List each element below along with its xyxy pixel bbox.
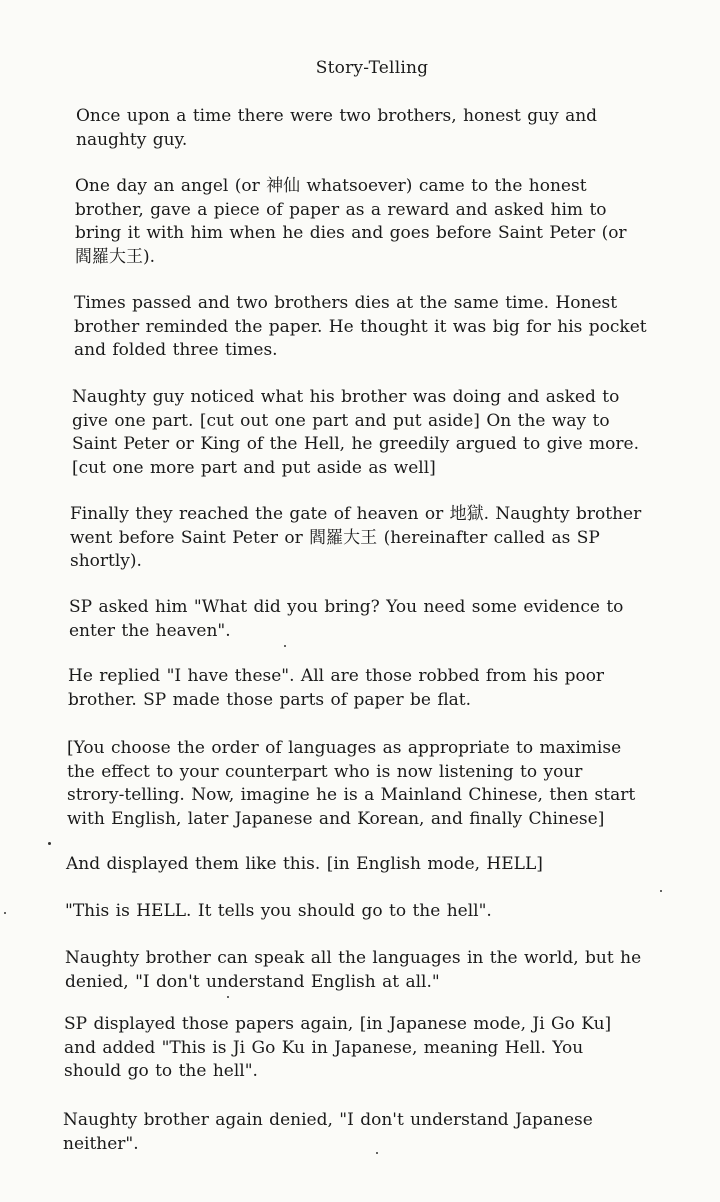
paragraph-line: with English, later Japanese and Korean, and finally Chinese]: [67, 808, 605, 829]
paragraph-line: brother reminded the paper. He thought it was big for his pocket: [74, 316, 647, 337]
paragraph-line: Naughty brother again denied, "I don't understand Japanese: [63, 1110, 593, 1130]
paragraph-5: [70, 503, 641, 574]
paragraph-line: Naughty guy noticed what his brother was doing and asked to: [72, 387, 620, 407]
paragraph-line: should go to the hell".: [64, 1061, 258, 1081]
scan-speck: [4, 912, 6, 914]
paragraph-line: Naughty brother can speak all the languages in the world, but he: [65, 948, 642, 968]
paragraph-1: [76, 105, 597, 152]
paragraph-line: neither".: [63, 1133, 139, 1154]
paragraph-line: brother. SP made those parts of paper be flat.: [68, 689, 472, 710]
paragraph-line: bring it with him when he dies and goes before Saint Peter (or: [75, 223, 627, 243]
paragraph-6: [69, 596, 623, 643]
paragraph-line: give one part. [cut out one part and put aside] On the way to: [72, 410, 610, 431]
paragraph-line: denied, "I don't understand English at all.": [65, 971, 440, 992]
paragraph-line: Finally they reached the gate of heaven or 地獄. Naughty brother: [70, 504, 642, 524]
scan-speck: [376, 1152, 378, 1154]
scan-speck: [48, 842, 51, 845]
paragraph-7: [68, 665, 604, 712]
scan-speck: [227, 996, 229, 998]
paragraph-12: [64, 1013, 611, 1084]
page-title: Story-Telling: [315, 58, 429, 78]
paragraph-line: And displayed them like this. [in English mode, HELL]: [66, 854, 543, 874]
paragraph-line: shortly).: [70, 551, 142, 571]
paragraph-10: [65, 900, 492, 924]
paragraph-line: Saint Peter or King of the Hell, he greedily argued to give more.: [72, 434, 639, 454]
paragraph-line: naughty guy.: [76, 129, 188, 150]
paragraph-line: [You choose the order of languages as appropriate to maximise: [67, 738, 622, 758]
paragraph-line: "This is HELL. It tells you should go to the hell".: [65, 901, 492, 921]
paragraph-line: and added "This is Ji Go Ku in Japanese, meaning Hell. You: [64, 1037, 584, 1058]
paragraph-line: the effect to your counterpart who is now listening to your: [67, 761, 583, 782]
paragraph-line: SP asked him "What did you bring? You need some evidence to: [69, 597, 624, 617]
paragraph-11: [65, 947, 641, 994]
paragraph-4: [72, 386, 639, 480]
paragraph-line: went before Saint Peter or 閻羅大王 (hereinafter called as SP: [70, 527, 600, 548]
paragraph-line: [cut one more part and put aside as well]: [72, 457, 436, 478]
paragraph-line: enter the heaven".: [69, 620, 231, 641]
paragraph-line: He replied "I have these". All are those robbed from his poor: [68, 666, 605, 686]
scan-speck: [660, 890, 662, 892]
paragraph-line: 閻羅大王).: [75, 246, 156, 267]
paragraph-line: Once upon a time there were two brothers, honest guy and: [76, 106, 598, 126]
paragraph-line: SP displayed those papers again, [in Japanese mode, Ji Go Ku]: [64, 1014, 612, 1034]
paragraph-3: [74, 292, 647, 363]
paragraph-line: One day an angel (or 神仙 whatsoever) came to the honest: [75, 176, 587, 196]
paragraph-line: brother, gave a piece of paper as a reward and asked him to: [75, 199, 607, 220]
scan-speck: [284, 645, 286, 647]
paragraph-8: [67, 737, 635, 831]
paragraph-9: [66, 853, 543, 877]
paragraph-line: strory-telling. Now, imagine he is a Mainland Chinese, then start: [67, 785, 636, 805]
paragraph-line: and folded three times.: [74, 340, 278, 360]
paragraph-2: [75, 175, 627, 269]
paragraph-line: Times passed and two brothers dies at the same time. Honest: [74, 293, 618, 313]
paragraph-13: [63, 1109, 593, 1156]
